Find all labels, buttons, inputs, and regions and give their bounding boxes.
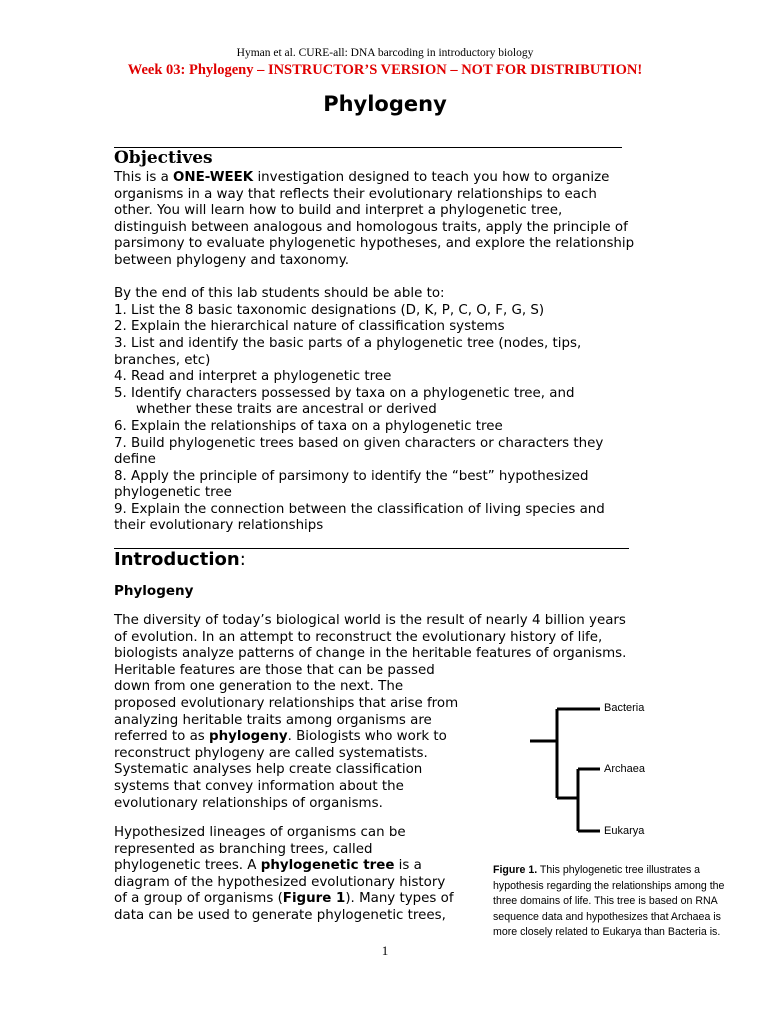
tree-pre: phylogenetic trees. A bbox=[114, 858, 261, 874]
intro-line: proposed evolutionary relationships that arise from bbox=[114, 695, 459, 711]
objective-item: 1. List the 8 basic taxonomic designations (D, K, P, C, O, F, G, S) bbox=[114, 302, 545, 318]
phylogeny-post: . Biologists who work to bbox=[287, 729, 447, 745]
intro-line: Systematic analyses help create classification bbox=[114, 762, 423, 778]
phylogeny-subheading: Phylogeny bbox=[114, 583, 194, 599]
objective-item: 8. Apply the principle of parsimony to identify the “best” hypothesized bbox=[114, 468, 589, 484]
introduction-heading bbox=[114, 549, 246, 570]
objective-item: 5. Identify characters possessed by taxa on a phylogenetic tree, and bbox=[114, 385, 575, 401]
intro-line: analyzing heritable traits among organisms are bbox=[114, 712, 432, 728]
introduction-heading-text: Introduction bbox=[114, 549, 240, 570]
intro-line: reconstruct phylogeny are called systematists. bbox=[114, 745, 428, 761]
figure-1-caption bbox=[493, 863, 733, 941]
tip-label-archaea: Archaea bbox=[604, 763, 645, 775]
introduction-paragraph-2 bbox=[114, 825, 454, 925]
intro-line-figure-ref bbox=[114, 891, 454, 908]
objectives-line: parsimony to evaluate phylogenetic hypotheses, and explore the relationship bbox=[114, 236, 635, 252]
phylogeny-bold: phylogeny bbox=[209, 729, 288, 745]
tree-post: is a bbox=[394, 858, 422, 874]
objective-item: 6. Explain the relationships of taxa on a phylogenetic tree bbox=[114, 418, 503, 434]
intro-line: data can be used to generate phylogenetic trees, bbox=[114, 907, 446, 923]
intro-line: biologists analyze patterns of change in the heritable features of organisms. bbox=[114, 646, 627, 662]
introduction-heading-colon: : bbox=[239, 549, 246, 570]
phylogenetic-tree-bold: phylogenetic tree bbox=[260, 858, 395, 874]
phylogeny-pre: referred to as bbox=[114, 729, 210, 745]
intro-line: Hypothesized lineages of organisms can be bbox=[114, 825, 406, 840]
intro-line: down from one generation to the next. The bbox=[114, 679, 404, 695]
objective-item-continuation: phylogenetic tree bbox=[114, 485, 232, 501]
page-title: Phylogeny bbox=[323, 92, 447, 116]
figure-ref-post: ). Many types of bbox=[345, 891, 454, 907]
intro-prefix: This is a bbox=[114, 170, 174, 185]
intro-line: represented as branching trees, called bbox=[114, 841, 373, 857]
intro-rest: investigation designed to teach you how to organize bbox=[253, 170, 610, 185]
objective-item: 7. Build phylogenetic trees based on given characters or characters they bbox=[114, 435, 604, 451]
figure-1-bold: Figure 1 bbox=[282, 891, 346, 907]
objectives-line: other. You will learn how to build and interpret a phylogenetic tree, bbox=[114, 203, 563, 219]
figure-caption-label: Figure 1. bbox=[493, 864, 538, 876]
one-week-bold: ONE-WEEK bbox=[173, 170, 254, 185]
intro-line: diagram of the hypothesized evolutionary history bbox=[114, 874, 446, 890]
objectives-intro-line bbox=[114, 170, 634, 187]
intro-line: of evolution. In an attempt to reconstruct the evolutionary history of life, bbox=[114, 629, 603, 645]
objectives-heading: Objectives bbox=[114, 148, 213, 168]
objective-item: 2. Explain the hierarchical nature of classification systems bbox=[114, 319, 505, 335]
figure-caption-text: This phylogenetic tree illustrates a hypothesis regarding the relationships among the three domains of life. This tree is based on RNA sequence data and hypothesizes that Archaea is more closely related to Eukarya than Bacteria is. bbox=[493, 864, 725, 938]
intro-line-phylogenetic-tree bbox=[114, 858, 454, 875]
tip-label-bacteria: Bacteria bbox=[604, 702, 645, 714]
objective-item: 4. Read and interpret a phylogenetic tree bbox=[114, 369, 392, 385]
objective-item: 9. Explain the connection between the classification of living species and bbox=[114, 501, 605, 517]
objective-item-continuation: branches, etc) bbox=[114, 352, 211, 368]
objectives-body bbox=[114, 170, 634, 535]
document-header-citation: Hyman et al. CURE-all: DNA barcoding in introductory biology bbox=[236, 47, 534, 59]
objective-item-continuation: define bbox=[114, 452, 156, 468]
intro-line: evolutionary relationships of organisms. bbox=[114, 795, 383, 811]
objective-item-continuation: whether these traits are ancestral or derived bbox=[136, 402, 437, 418]
objective-item: 3. List and identify the basic parts of a phylogenetic tree (nodes, tips, bbox=[114, 335, 582, 351]
page-number: 1 bbox=[381, 943, 389, 958]
intro-line: Heritable features are those that can be passed bbox=[114, 662, 435, 678]
objectives-line: distinguish between analogous and homologous traits, apply the principle of bbox=[114, 219, 628, 235]
figure-ref-pre: of a group of organisms ( bbox=[114, 891, 283, 907]
objectives-line: between phylogeny and taxonomy. bbox=[114, 252, 349, 268]
intro-line: The diversity of today’s biological world is the result of nearly 4 billion years bbox=[114, 613, 626, 628]
week-notice: Week 03: Phylogeny – INSTRUCTOR’S VERSION – NOT FOR DISTRIBUTION! bbox=[127, 62, 643, 78]
intro-line: systems that convey information about the bbox=[114, 778, 404, 794]
objective-item-continuation: their evolutionary relationships bbox=[114, 518, 324, 534]
tip-label-eukarya: Eukarya bbox=[604, 825, 645, 837]
blank-line bbox=[114, 270, 634, 287]
objectives-lead-in: By the end of this lab students should be able to: bbox=[114, 286, 445, 302]
objectives-line: organisms in a way that reflects their evolutionary relationships to each bbox=[114, 186, 597, 202]
